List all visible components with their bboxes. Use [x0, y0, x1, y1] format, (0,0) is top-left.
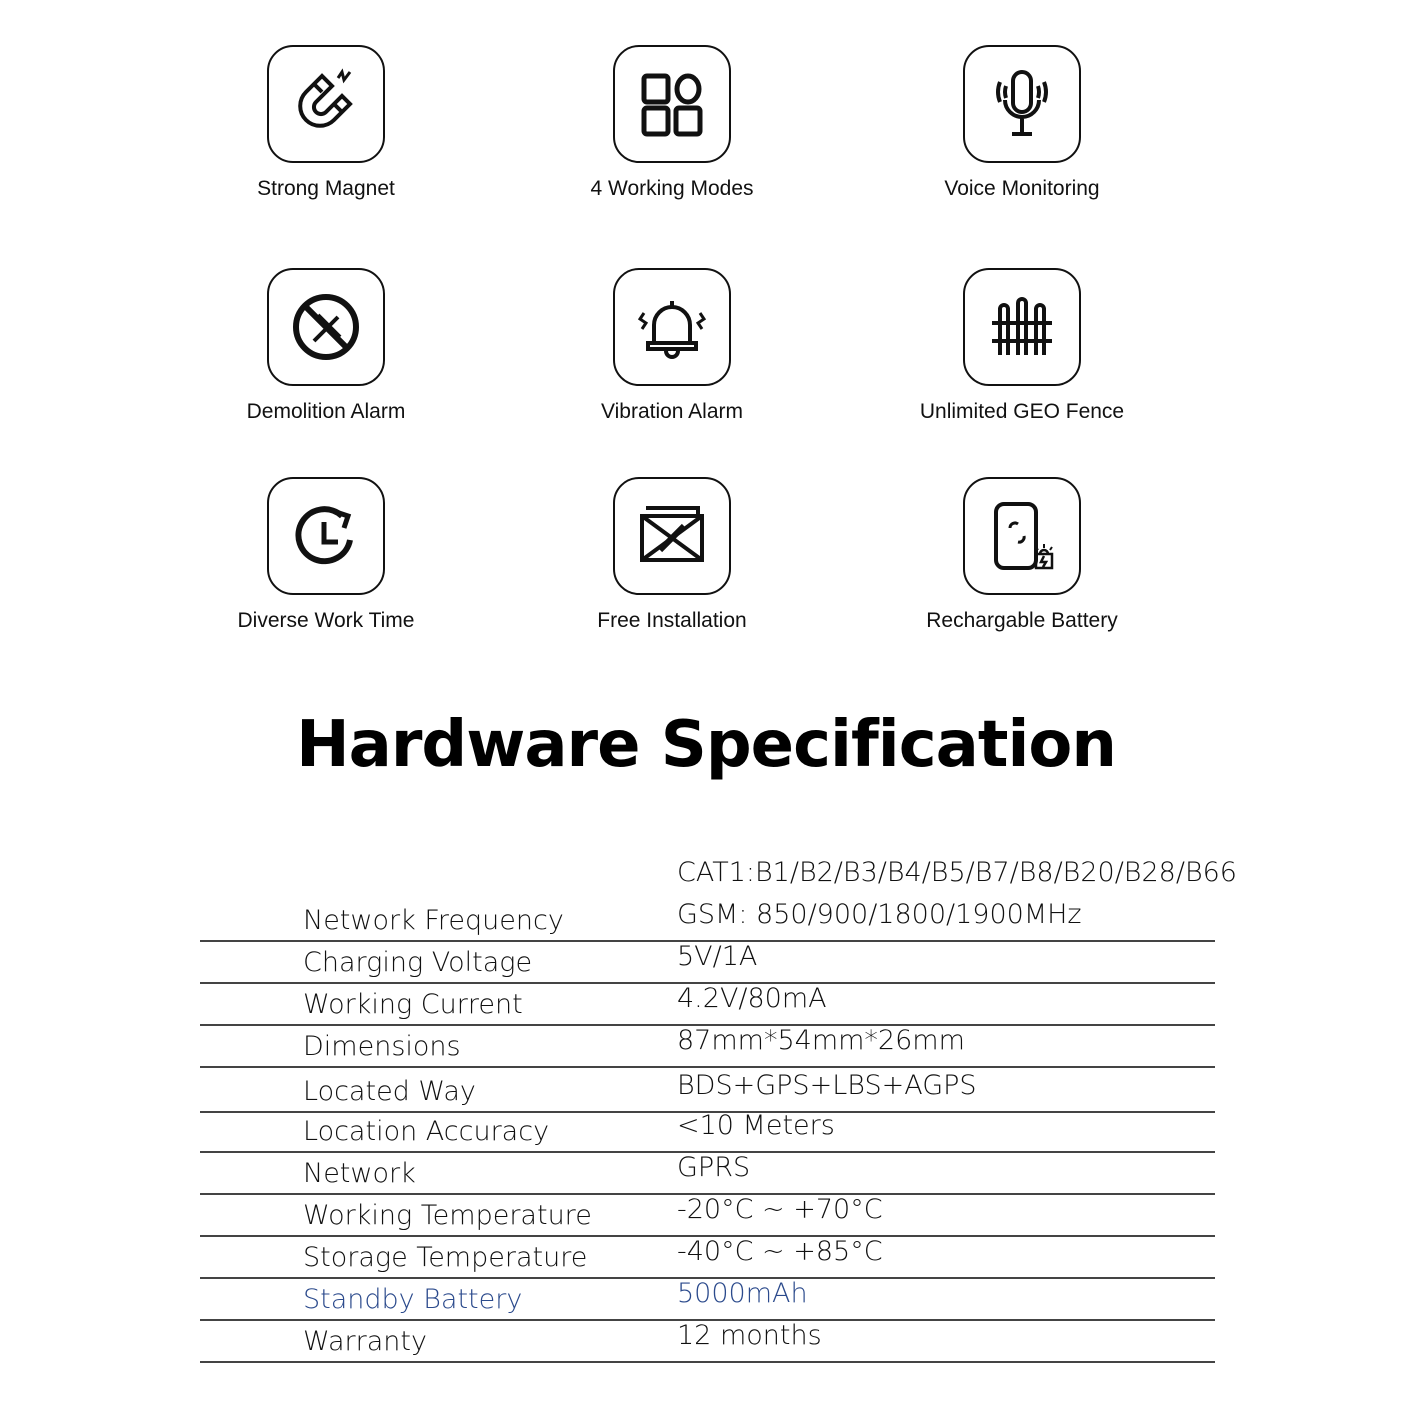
spec-key: Located Way	[303, 1076, 476, 1107]
spec-value: -20°C ~ +70°C	[677, 1194, 883, 1225]
clock-refresh-icon	[267, 477, 385, 595]
feature-label: Rechargable Battery	[926, 609, 1118, 632]
grid-modes-icon	[613, 45, 731, 163]
page-title: Hardware Specification	[296, 708, 1116, 782]
no-install-icon	[613, 477, 731, 595]
spec-key: Standby Battery	[303, 1284, 523, 1315]
spec-key: Location Accuracy	[303, 1116, 550, 1147]
feature-label: Demolition Alarm	[246, 400, 406, 423]
phone-charge-icon	[963, 477, 1081, 595]
feature-rechargable-battery	[872, 477, 1172, 633]
microphone-icon	[963, 45, 1081, 163]
no-tools-icon	[267, 268, 385, 386]
spec-value: <10 Meters	[677, 1110, 835, 1141]
fence-icon	[963, 268, 1081, 386]
feature-label: Strong Magnet	[257, 177, 395, 200]
spec-value: BDS+GPS+LBS+AGPS	[677, 1070, 977, 1101]
spec-value: 5V/1A	[677, 941, 758, 972]
feature-strong-magnet	[176, 45, 476, 201]
spec-key: Dimensions	[303, 1031, 461, 1062]
spec-key: Network Frequency	[303, 905, 564, 936]
spec-value: -40°C ~ +85°C	[677, 1236, 883, 1267]
bell-vibrate-icon	[613, 268, 731, 386]
feature-demolition-alarm	[176, 268, 476, 424]
feature-label: Unlimited GEO Fence	[919, 400, 1125, 423]
spec-value: 4.2V/80mA	[677, 983, 827, 1014]
feature-label: 4 Working Modes	[590, 177, 754, 200]
spec-value-line: CAT1:B1/B2/B3/B4/B5/B7/B8/B20/B28/B66	[677, 857, 1237, 888]
magnet-icon	[267, 45, 385, 163]
feature-label: Free Installation	[597, 609, 747, 632]
feature-free-installation	[522, 477, 822, 633]
feature-label: Voice Monitoring	[944, 177, 1100, 200]
feature-vibration-alarm	[522, 268, 822, 424]
spec-key: Working Current	[303, 989, 523, 1020]
spec-value: 87mm*54mm*26mm	[677, 1025, 965, 1056]
spec-key: Warranty	[303, 1326, 427, 1357]
feature-voice-monitoring	[872, 45, 1172, 201]
spec-value: 12 months	[677, 1320, 822, 1351]
feature-diverse-work-time	[176, 477, 476, 633]
spec-value: 5000mAh	[677, 1278, 808, 1309]
spec-row	[200, 856, 1237, 942]
spec-key: Working Temperature	[303, 1200, 592, 1231]
spec-row	[200, 1321, 1215, 1363]
feature-working-modes	[522, 45, 822, 201]
spec-value-line: GSM: 850/900/1800/1900MHz	[677, 899, 1082, 930]
spec-value	[677, 852, 1237, 936]
spec-key: Network	[303, 1158, 416, 1189]
spec-key: Charging Voltage	[303, 947, 533, 978]
spec-value: GPRS	[677, 1152, 751, 1183]
feature-geo-fence	[872, 268, 1172, 424]
spec-key: Storage Temperature	[303, 1242, 588, 1273]
spec-row	[200, 1026, 1215, 1068]
feature-label: Diverse Work Time	[237, 609, 415, 632]
feature-label: Vibration Alarm	[600, 400, 744, 423]
